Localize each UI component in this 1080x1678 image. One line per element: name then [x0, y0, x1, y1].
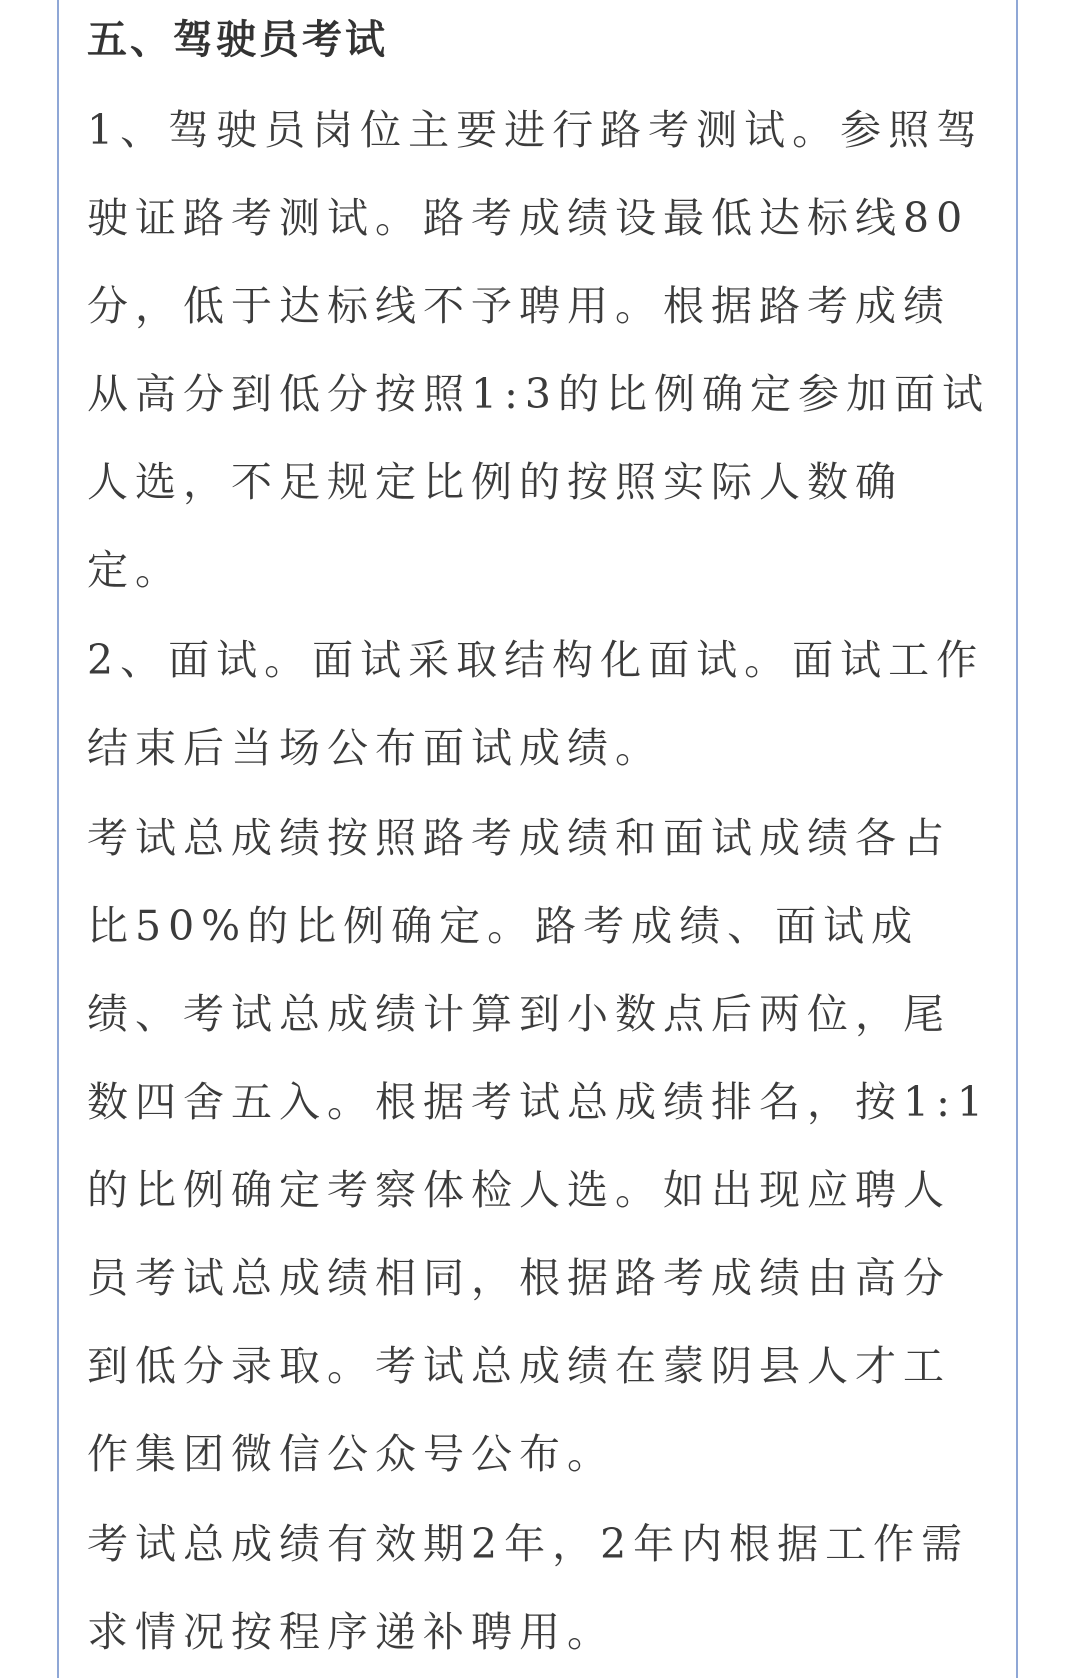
text-line: 1、驾驶员岗位主要进行路考测试。参照驾	[87, 106, 985, 154]
text-line: 分，低于达标线不予聘用。根据路考成绩	[87, 282, 951, 330]
text-line: 2、面试。面试采取结构化面试。面试工作	[87, 636, 985, 684]
section-heading: 五、驾驶员考试	[87, 17, 388, 63]
text-line: 到低分录取。考试总成绩在蒙阴县人才工	[87, 1342, 951, 1390]
article-content	[87, 10, 990, 1676]
text-line: 从高分到低分按照1:3的比例确定参加面试	[87, 370, 990, 418]
text-line: 人选，不足规定比例的按照实际人数确	[87, 458, 903, 506]
text-line: 数四舍五入。根据考试总成绩排名，按1:1	[87, 1078, 990, 1126]
paragraph-validity	[87, 1498, 987, 1676]
paragraph-interview	[87, 614, 987, 792]
text-line: 驶证路考测试。路考成绩设最低达标线80	[87, 194, 970, 242]
paragraph-total-score	[87, 792, 990, 1498]
text-line: 员考试总成绩相同，根据路考成绩由高分	[87, 1254, 951, 1302]
text-line: 作集团微信公众号公布。	[87, 1430, 615, 1478]
text-line: 结束后当场公布面试成绩。	[87, 724, 663, 772]
text-line: 求情况按程序递补聘用。	[87, 1608, 615, 1656]
text-line: 考试总成绩有效期2年，2年内根据工作需	[87, 1520, 970, 1568]
text-line: 绩、考试总成绩计算到小数点后两位，尾	[87, 990, 951, 1038]
paragraph-road-test	[87, 70, 990, 614]
text-line: 比50%的比例确定。路考成绩、面试成	[87, 902, 920, 950]
text-line: 考试总成绩按照路考成绩和面试成绩各占	[87, 814, 951, 862]
text-line: 的比例确定考察体检人选。如出现应聘人	[87, 1166, 951, 1214]
text-line: 定。	[87, 546, 183, 594]
